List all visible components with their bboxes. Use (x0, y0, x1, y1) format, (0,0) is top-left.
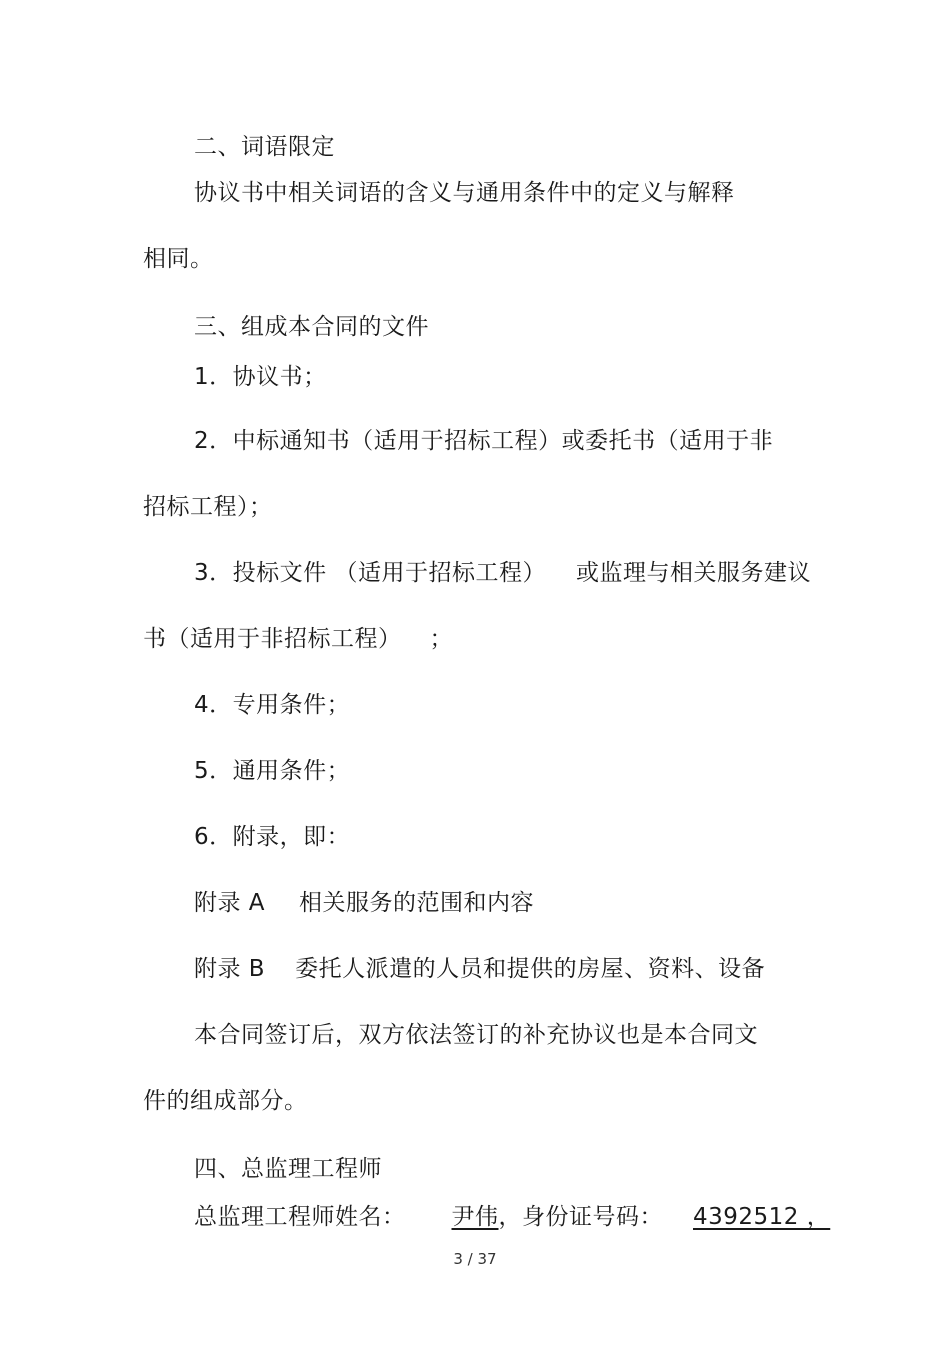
name-value: 尹伟 (451, 1204, 499, 1230)
appendix-text: 相关服务的范围和内容 (299, 890, 535, 916)
list-item-text: 书（适用于非招标工程） (143, 626, 402, 652)
section-heading-3: 三、组成本合同的文件 (194, 314, 429, 340)
list-item: 1．协议书； (194, 364, 327, 390)
page-number: 3 / 37 (453, 1250, 497, 1268)
list-item: 5．通用条件； (194, 758, 351, 784)
chief-engineer-line (194, 1202, 830, 1232)
list-item-text: 3．投标文件 （适用于招标工程） (194, 560, 546, 586)
appendix-text: 委托人派遣的人员和提供的房屋、资料、设备 (295, 956, 766, 982)
list-item: 4．专用条件； (194, 692, 351, 718)
appendix-item (194, 888, 534, 918)
appendix-label: 附录 B (194, 956, 266, 982)
section-heading-2: 二、词语限定 (194, 134, 335, 160)
list-item-text: 或监理与相关服务建议 (575, 560, 811, 586)
section-heading-4: 四、总监理工程师 (194, 1156, 382, 1182)
list-item: 6．附录，即： (194, 824, 351, 850)
list-item: 2．中标通知书（适用于招标工程）或委托书（适用于非 (194, 428, 774, 454)
appendix-label: 附录 A (194, 890, 266, 916)
paragraph-line: 协议书中相关词语的含义与通用条件中的定义与解释 (194, 180, 735, 206)
id-label: 身份证号码： (522, 1204, 663, 1230)
id-value: 4392512 ， (693, 1204, 831, 1230)
appendix-item (194, 954, 765, 984)
name-punct: ， (498, 1204, 522, 1230)
paragraph-line: 本合同签订后，双方依法签订的补充协议也是本合同文 (194, 1022, 758, 1048)
list-item-continuation (143, 624, 453, 654)
list-item-continuation: 招标工程）； (143, 494, 273, 520)
paragraph-line: 件的组成部分。 (143, 1088, 308, 1114)
list-item-text: ； (429, 626, 453, 652)
name-label: 总监理工程师姓名： (194, 1204, 406, 1230)
paragraph-line: 相同。 (143, 246, 214, 272)
list-item (194, 558, 811, 588)
